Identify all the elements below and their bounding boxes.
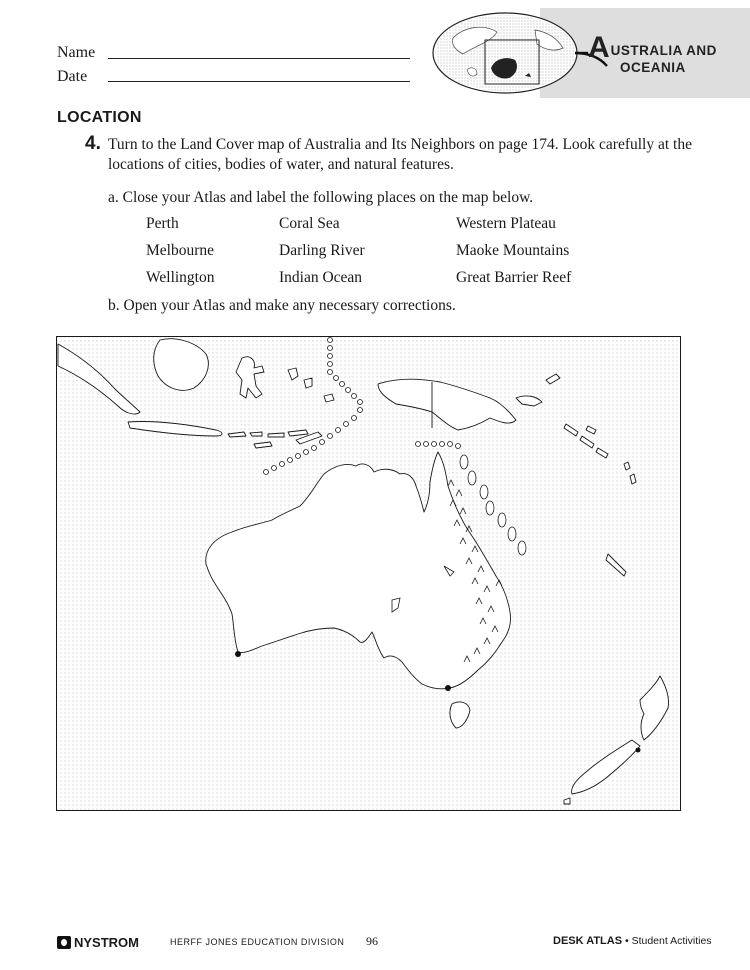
place-label: Maoke Mountains xyxy=(456,242,570,259)
date-label: Date xyxy=(57,68,88,85)
question-part-a: a. Close your Atlas and label the following places on the map below. xyxy=(108,189,534,206)
place-label: Great Barrier Reef xyxy=(456,269,572,286)
place-label: Wellington xyxy=(146,269,215,286)
city-dot-icon xyxy=(235,651,241,657)
date-field[interactable] xyxy=(108,81,410,82)
place-label: Indian Ocean xyxy=(279,269,363,286)
product-name: DESK ATLAS • Student Activities xyxy=(553,935,712,947)
unit-title: AUSTRALIA AND OCEANIA xyxy=(588,31,717,75)
city-dot-icon xyxy=(445,685,451,691)
section-title: LOCATION xyxy=(57,109,142,126)
publisher-logo: NYSTROM xyxy=(57,935,139,950)
place-label: Western Plateau xyxy=(456,215,556,232)
place-label: Melbourne xyxy=(146,242,215,259)
outline-map[interactable] xyxy=(56,336,681,811)
nystrom-logo-icon xyxy=(57,936,71,949)
question-text: Turn to the Land Cover map of Australia and Its Neighbors on page 174. Look carefully at the locations of cities, bodies of water, and natural features. xyxy=(108,136,692,173)
city-dot-icon xyxy=(636,748,641,753)
name-label: Name xyxy=(57,44,96,61)
publisher-division: HERFF JONES EDUCATION DIVISION xyxy=(170,937,345,947)
place-label: Coral Sea xyxy=(279,215,340,232)
question-part-b: b. Open your Atlas and make any necessary corrections. xyxy=(108,297,456,314)
page-number: 96 xyxy=(366,934,378,948)
place-label: Darling River xyxy=(279,242,365,259)
question-number: 4. xyxy=(85,133,101,154)
place-label: Perth xyxy=(146,215,179,232)
name-field[interactable] xyxy=(108,58,410,59)
